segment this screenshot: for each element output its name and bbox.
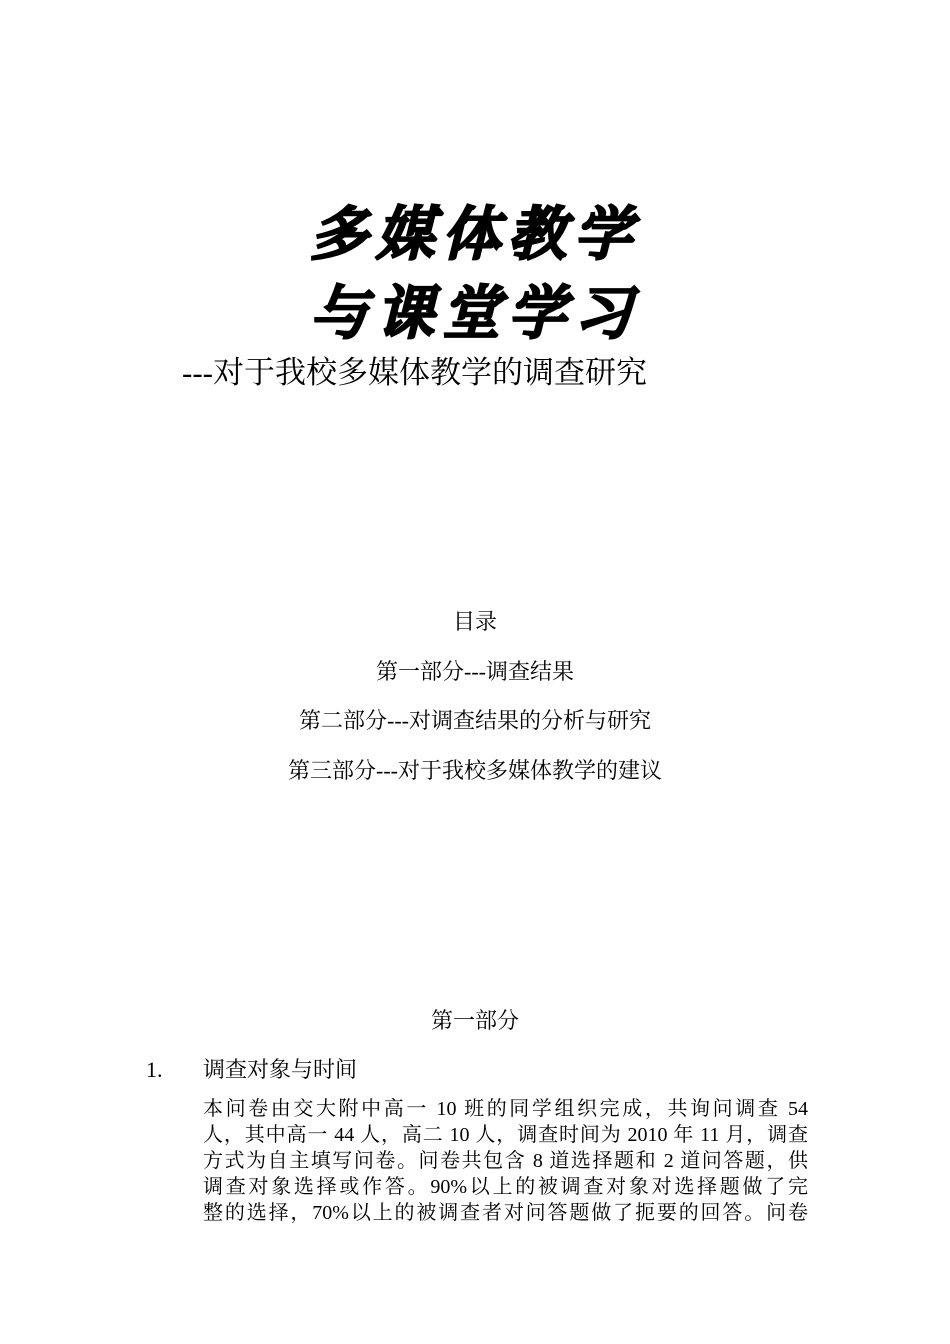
document-title-line-2: 与课堂学习 <box>309 279 640 347</box>
document-title-line-1: 多媒体教学 <box>309 200 640 268</box>
section-title: 调查对象与时间 <box>203 1057 358 1082</box>
paragraph-line: 本问卷由交大附中高一 10 班的同学组织完成，共询问调查 54 <box>203 1098 808 1120</box>
paragraph-line: 调查对象选择或作答。90%以上的被调查对象对选择题做了完 <box>203 1176 808 1198</box>
document-subtitle: ---对于我校多媒体教学的调查研究 <box>182 355 647 390</box>
toc-item-part-one: 第一部分---调查结果 <box>376 659 574 684</box>
toc-heading: 目录 <box>452 609 497 634</box>
paragraph-line: 人，其中高一 44 人，高二 10 人，调查时间为 2010 年 11 月，调查 <box>203 1124 808 1146</box>
part-one-heading: 第一部分 <box>430 1008 519 1033</box>
paragraph-line: 整的选择，70%以上的被调查者对问答题做了扼要的回答。问卷 <box>203 1202 808 1224</box>
section-number: 1. <box>146 1057 163 1082</box>
paragraph-line: 方式为自主填写问卷。问卷共包含 8 道选择题和 2 道问答题，供 <box>203 1150 808 1172</box>
toc-item-part-two: 第二部分---对调查结果的分析与研究 <box>299 708 651 733</box>
toc-item-part-three: 第三部分---对于我校多媒体教学的建议 <box>288 758 662 783</box>
